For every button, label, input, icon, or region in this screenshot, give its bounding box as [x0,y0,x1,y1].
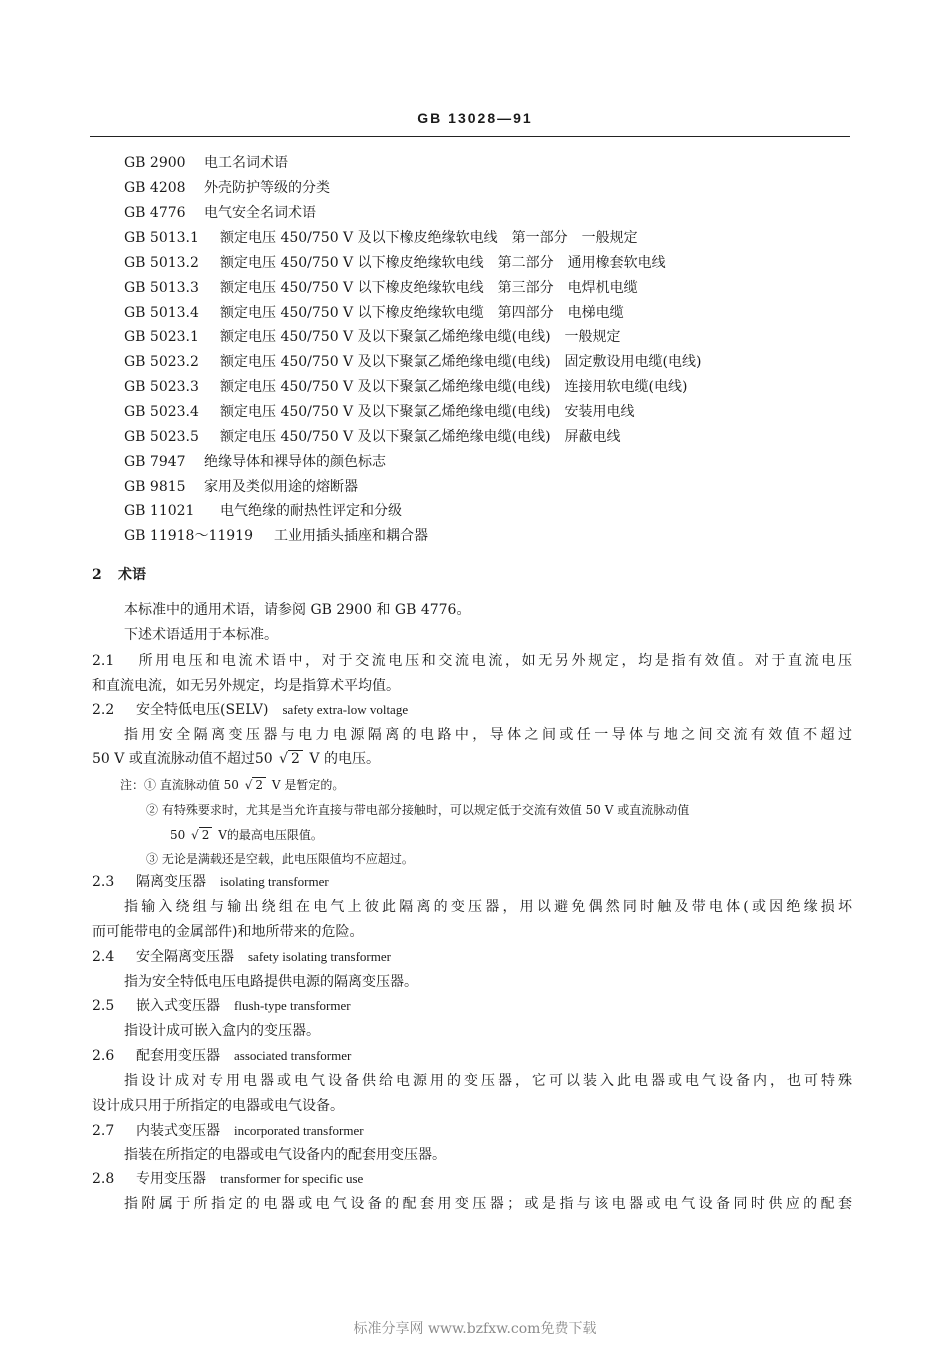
reference-item: GB 11918～11919 工业用插头插座和耦合器 [124,528,428,544]
note-2-cont: 50 √ 2 V的最高电压限值。 [170,828,323,842]
reference-item: GB 4776 电气安全名词术语 [124,205,316,221]
paragraph: 指用安全隔离变压器与电力电源隔离的电路中，导体之间或任一导体与地之间交流有效值不超过 [124,727,852,743]
clause-2-6-title: 2.6 配套用变压器 associated transformer [92,1048,352,1064]
paragraph: 指设计成对专用电器或电气设备供给电源用的变压器，它可以装入此电器或电气设备内，也可特殊 [124,1073,852,1089]
reference-item: GB 5023.5 额定电压 450/750 V 及以下聚氯乙烯绝缘电缆(电线) 屏蔽电线 [124,429,621,445]
paragraph: 50 V 或直流脉动值不超过50 √ 2 V 的电压。 [92,751,380,767]
reference-item: GB 5023.3 额定电压 450/750 V 及以下聚氯乙烯绝缘电缆(电线) 连接用软电缆(电线) [124,379,688,395]
paragraph: 指为安全特低电压电路提供电源的隔离变压器。 [124,974,418,990]
reference-item: GB 5023.2 额定电压 450/750 V 及以下聚氯乙烯绝缘电缆(电线) 固定敷设用电缆(电线) [124,354,702,370]
paragraph: 指装在所指定的电器或电气设备内的配套用变压器。 [124,1147,446,1163]
paragraph: 指附属于所指定的电器或电气设备的配套用变压器；或是指与该电器或电气设备同时供应的配套 [124,1196,852,1212]
reference-item: GB 9815 家用及类似用途的熔断器 [124,479,358,495]
reference-item: GB 5013.2 额定电压 450/750 V 以下橡皮绝缘软电线 第二部分 通用橡套软电线 [124,255,666,271]
reference-item: GB 2900 电工名词术语 [124,155,288,171]
reference-item: GB 11021 电气绝缘的耐热性评定和分级 [124,503,402,519]
note-3: ③ 无论是满载还是空载，此电压限值均不应超过。 [146,852,414,866]
reference-item: GB 5013.3 额定电压 450/750 V 以下橡皮绝缘软电线 第三部分 电焊机电缆 [124,280,638,296]
paragraph: 本标准中的通用术语，请参阅 GB 2900 和 GB 4776。 [124,602,471,618]
header-rule [90,136,850,137]
reference-item: GB 5013.4 额定电压 450/750 V 以下橡皮绝缘软电缆 第四部分 电梯电缆 [124,305,624,321]
clause-2-7-title: 2.7 内装式变压器 incorporated transformer [92,1123,364,1139]
section-heading: 2 术语 [92,567,146,583]
reference-item: GB 5023.4 额定电压 450/750 V 及以下聚氯乙烯绝缘电缆(电线) 安装用电线 [124,404,635,420]
sqrt-symbol: √ 2 [245,776,266,794]
note-1: 注：① 直流脉动值 50 √ 2 V 是暂定的。 [120,778,345,792]
note-2: ② 有特殊要求时，尤其是当允许直接与带电部分接触时，可以规定低于交流有效值 50 V 或直流脉动值 [146,803,690,817]
clause-2-5-title: 2.5 嵌入式变压器 flush-type transformer [92,998,351,1014]
paragraph: 和直流电流，如无另外规定，均是指算术平均值。 [92,678,400,694]
reference-item: GB 4208 外壳防护等级的分类 [124,180,330,196]
paragraph: 设计成只用于所指定的电器或电气设备。 [92,1098,344,1114]
sqrt-symbol: √ 2 [191,826,212,844]
clause-2-2-title: 2.2 安全特低电压(SELV) safety extra-low voltage [92,702,409,718]
clause-2-8-title: 2.8 专用变压器 transformer for specific use [92,1171,364,1187]
paragraph: 下述术语适用于本标准。 [124,627,278,643]
footer-watermark: 标准分享网 www.bzfxw.com免费下载 [353,1321,597,1337]
paragraph: 指设计成可嵌入盒内的变压器。 [124,1023,320,1039]
clause-2-4-title: 2.4 安全隔离变压器 safety isolating transformer [92,949,391,965]
reference-item: GB 5023.1 额定电压 450/750 V 及以下聚氯乙烯绝缘电缆(电线) 一般规定 [124,329,621,345]
page-header: GB 13028—91 [417,110,533,126]
sqrt-symbol: √ 2 [279,750,303,768]
reference-item: GB 7947 绝缘导体和裸导体的颜色标志 [124,454,386,470]
reference-item: GB 5013.1 额定电压 450/750 V 及以下橡皮绝缘软电线 第一部分 一般规定 [124,230,638,246]
paragraph: 指输入绕组与输出绕组在电气上彼此隔离的变压器，用以避免偶然同时触及带电体(或因绝缘损坏 [124,899,852,915]
clause-2-3-title: 2.3 隔离变压器 isolating transformer [92,874,329,890]
clause-2-1: 2.1 所用电压和电流术语中，对于交流电压和交流电流，如无另外规定，均是指有效值。对于直流电压 [92,653,852,669]
paragraph: 而可能带电的金属部件)和地所带来的危险。 [92,924,364,940]
